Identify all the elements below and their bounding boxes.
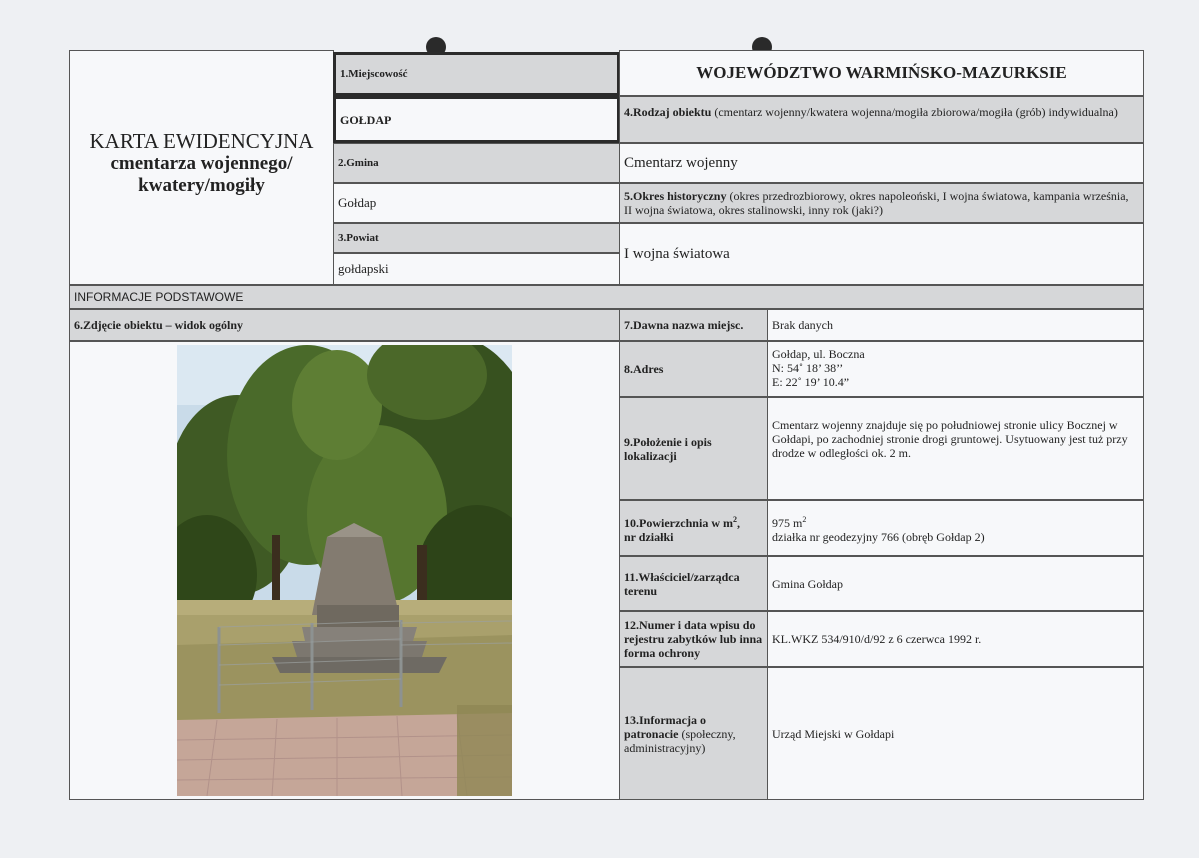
f8-label-cell bbox=[619, 341, 768, 397]
basic-info-label: INFORMACJE PODSTAWOWE bbox=[74, 290, 244, 304]
f13-label-wrap bbox=[624, 713, 763, 755]
f4-label: 4.Rodzaj obiektu bbox=[624, 105, 712, 119]
f1-value: GOŁDAP bbox=[340, 112, 392, 127]
f8-value-cell bbox=[767, 341, 1144, 397]
f8-latitude: N: 54˚ 18’ 38’’ bbox=[772, 361, 844, 375]
f3-label: 3.Powiat bbox=[338, 232, 379, 244]
f6-label-cell bbox=[69, 309, 620, 341]
f13-value: Urząd Miejski w Gołdapi bbox=[772, 726, 895, 741]
voivodeship-cell bbox=[619, 50, 1144, 96]
f11-value: Gmina Gołdap bbox=[772, 576, 843, 591]
f5-value-cell bbox=[619, 223, 1144, 285]
f4-hint: (cmentarz wojenny/kwatera wojenna/mogiła zbiorowa/mogiła (grób) indywidualna) bbox=[711, 105, 1118, 119]
f12-label-cell bbox=[619, 611, 768, 667]
f2-label: 2.Gmina bbox=[338, 157, 379, 169]
f13-label-cell bbox=[619, 667, 768, 800]
f2-value-cell bbox=[333, 183, 620, 223]
f9-value-cell bbox=[767, 397, 1144, 500]
f8-label: 8.Adres bbox=[624, 362, 664, 376]
f10-area-sup: 2 bbox=[802, 515, 807, 524]
f13-label: 13.Informacja o patronacie bbox=[624, 712, 706, 741]
f7-value: Brak danych bbox=[772, 318, 833, 332]
f10-area: 975 m bbox=[772, 516, 803, 530]
f10-label-sup: 2 bbox=[732, 514, 737, 524]
card-title-cell bbox=[69, 50, 334, 285]
f11-value-cell bbox=[767, 556, 1144, 611]
f7-label: 7.Dawna nazwa miejsc. bbox=[624, 318, 744, 332]
f1-label: 1.Miejscowość bbox=[340, 68, 408, 80]
f7-value-cell bbox=[767, 309, 1144, 341]
f10-plot: działka nr geodezyjny 766 (obręb Gołdap 2) bbox=[772, 530, 985, 544]
f10-label-a: 10.Powierzchnia w m bbox=[624, 515, 733, 530]
f13-hint: (społeczny, administracyjny) bbox=[624, 726, 736, 755]
card-title-line1: KARTA EWIDENCYJNA bbox=[89, 128, 314, 153]
f10-label-cell bbox=[619, 500, 768, 556]
f8-longitude: E: 22˚ 19’ 10.4” bbox=[772, 375, 850, 389]
f10-label bbox=[624, 513, 740, 544]
f2-value: Gołdap bbox=[338, 195, 377, 210]
f4-label-cell bbox=[619, 96, 1144, 143]
f1-label-cell bbox=[333, 52, 620, 96]
f7-label-cell bbox=[619, 309, 768, 341]
f5-value: I wojna światowa bbox=[624, 246, 730, 262]
f8-address: Gołdap, ul. Boczna bbox=[772, 347, 865, 361]
f12-value-cell bbox=[767, 611, 1144, 667]
f12-value: KL.WKZ 534/910/d/92 z 6 czerwca 1992 r. bbox=[772, 632, 982, 646]
f12-label: 12.Numer i data wpisu do rejestru zabytków lub inna forma ochrony bbox=[624, 618, 763, 660]
object-photo bbox=[177, 345, 512, 796]
f3-label-cell bbox=[333, 223, 620, 253]
voivodeship-title: WOJEWÓDZTWO WARMIŃSKO-MAZURKSIE bbox=[696, 63, 1067, 82]
card-title-line3: kwatery/mogiły bbox=[138, 174, 265, 196]
f1-value-cell bbox=[333, 96, 620, 143]
f3-value-cell bbox=[333, 253, 620, 285]
f9-label-cell bbox=[619, 397, 768, 500]
f5-hint: (okres przedrozbiorowy, okres napoleoński, I wojna światowa, kampania września, II wojna światowa, okres stalinowski, inny rok (jaki?) bbox=[624, 189, 1129, 217]
f10-label-b: , bbox=[736, 515, 740, 530]
f6-label: 6.Zdjęcie obiektu – widok ogólny bbox=[74, 318, 244, 332]
f11-label: 11.Właściciel/zarządca terenu bbox=[624, 569, 740, 598]
f4-value-cell bbox=[619, 143, 1144, 183]
f2-label-cell bbox=[333, 143, 620, 183]
f10-value-cell bbox=[767, 500, 1144, 556]
f13-value-cell bbox=[767, 667, 1144, 800]
f9-value: Cmentarz wojenny znajduje się po południowej stronie ulicy Bocznej w Gołdapi, po zachodniej stronie drogi gruntowej. Usytuowany jest tuż przy drodze w odległości ok. 2 m. bbox=[772, 418, 1128, 460]
f3-value: gołdapski bbox=[338, 261, 389, 276]
f4-value: Cmentarz wojenny bbox=[624, 155, 738, 171]
f5-label-cell bbox=[619, 183, 1144, 223]
f9-label: 9.Położenie i opis lokalizacji bbox=[624, 434, 712, 463]
basic-info-bar bbox=[69, 285, 1144, 309]
f10-label-c: nr działki bbox=[624, 529, 674, 544]
f5-label: 5.Okres historyczny bbox=[624, 189, 727, 203]
card-title-line2: cmentarza wojennego/ bbox=[110, 152, 293, 174]
f11-label-cell bbox=[619, 556, 768, 611]
